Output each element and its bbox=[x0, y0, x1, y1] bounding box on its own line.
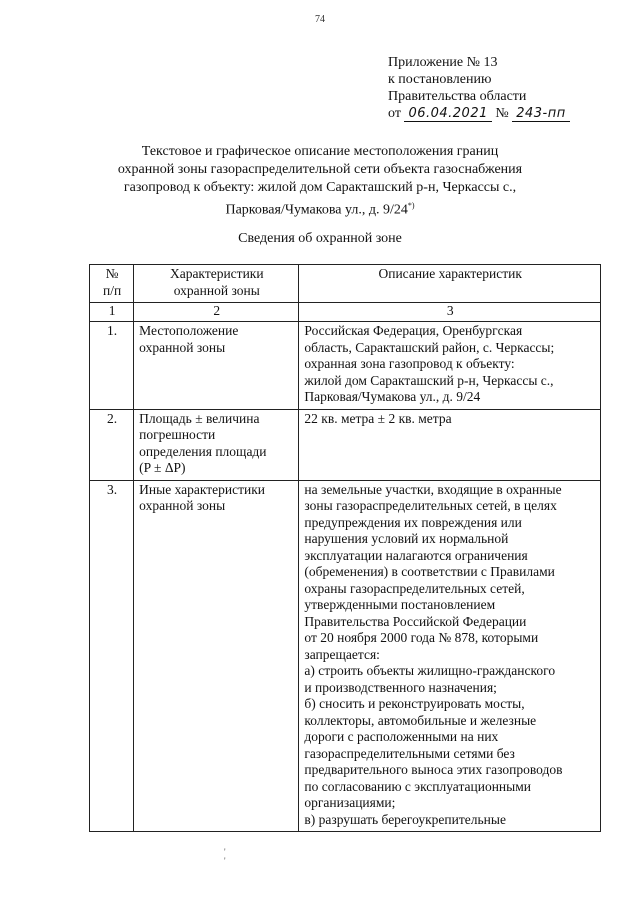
appendix-line-2: к постановлению bbox=[388, 72, 492, 87]
row-characteristic bbox=[134, 322, 299, 410]
page-number: 74 bbox=[315, 14, 325, 25]
column-number: 1 bbox=[90, 303, 134, 322]
title-line-3: газопровод к объекту: жилой дом Саракташский р-н, Черкассы с., bbox=[123, 180, 517, 195]
cell-line: определения площади bbox=[139, 443, 267, 459]
appendix-header bbox=[388, 54, 570, 122]
header-characteristic-line: Характеристики bbox=[169, 266, 264, 281]
table-row bbox=[90, 480, 601, 832]
handwritten-date: 06.04.2021 bbox=[404, 106, 491, 122]
cell-line: Российская Федерация, Оренбургская bbox=[304, 323, 523, 338]
table-row bbox=[90, 409, 601, 480]
cell-line: по согласованию с эксплуатационными bbox=[304, 778, 531, 794]
cell-line: Парковая/Чумакова ул., д. 9/24 bbox=[304, 389, 481, 404]
header-num-line: п/п bbox=[102, 282, 122, 298]
cell-line: (обременения) в соответствии с Правилами bbox=[304, 564, 555, 579]
title-line-4 bbox=[100, 197, 540, 220]
handwritten-number: 243-пп bbox=[512, 106, 570, 122]
scan-mark: ' bbox=[224, 856, 226, 866]
appendix-from: от bbox=[388, 106, 401, 121]
cell-line: Местоположение bbox=[139, 323, 239, 338]
protection-zone-table bbox=[89, 264, 601, 832]
cell-line: и производственного назначения; bbox=[304, 679, 497, 695]
cell-line: Иные характеристики bbox=[139, 481, 266, 497]
cell-line: а) строить объекты жилищно-гражданского bbox=[304, 663, 556, 678]
cell-line: нарушения условий их нормальной bbox=[304, 531, 509, 546]
cell-line: охранная зона газопровод к объекту: bbox=[304, 356, 515, 371]
title-line-2: охранной зоны газораспределительной сети объекта газоснабжения bbox=[117, 162, 523, 177]
cell-line: Площадь ± величина bbox=[139, 410, 260, 426]
cell-line: охранной зоны bbox=[139, 339, 226, 355]
cell-line: предварительного выноса этих газопроводов bbox=[304, 762, 563, 777]
header-num bbox=[90, 265, 134, 303]
cell-line: Правительства Российской Федерации bbox=[304, 613, 527, 629]
cell-line: охраны газораспределительных сетей, bbox=[304, 580, 525, 596]
row-description bbox=[299, 409, 601, 480]
cell-line: утвержденными постановлением bbox=[304, 597, 496, 612]
footnote-mark: *) bbox=[407, 201, 415, 210]
cell-line: погрешности bbox=[139, 427, 216, 442]
cell-line: 22 кв. метра ± 2 кв. метра bbox=[304, 410, 452, 426]
document-title bbox=[100, 143, 540, 220]
column-number: 3 bbox=[299, 303, 601, 322]
cell-line: коллекторы, автомобильные и железные bbox=[304, 712, 537, 728]
cell-line: запрещается: bbox=[304, 646, 380, 662]
section-subtitle: Сведения об охранной зоне bbox=[238, 231, 402, 246]
cell-line: зоны газораспределительных сетей, в целях bbox=[304, 498, 557, 513]
appendix-line-1: Приложение № 13 bbox=[388, 55, 498, 70]
row-description bbox=[299, 480, 601, 832]
row-num: 1. bbox=[90, 322, 134, 410]
scan-mark: ' bbox=[224, 847, 226, 857]
cell-line: область, Саракташский район, с. Черкассы; bbox=[304, 339, 555, 355]
row-num: 2. bbox=[90, 409, 134, 480]
header-characteristic-line: охранной зоны bbox=[173, 282, 260, 298]
appendix-line-3: Правительства области bbox=[388, 89, 527, 104]
cell-line: б) сносить и реконструировать мосты, bbox=[304, 696, 525, 711]
cell-line: охранной зоны bbox=[139, 498, 226, 513]
cell-line: предупреждения их повреждения или bbox=[304, 514, 522, 530]
header-characteristic bbox=[134, 265, 299, 303]
cell-line: в) разрушать берегоукрепительные bbox=[304, 811, 506, 827]
cell-line: организациями; bbox=[304, 795, 396, 810]
table-row bbox=[90, 322, 601, 410]
row-characteristic bbox=[134, 480, 299, 832]
row-num: 3. bbox=[90, 480, 134, 832]
column-number-row bbox=[90, 303, 601, 322]
title-line-1: Текстовое и графическое описание местоположения границ bbox=[141, 144, 499, 159]
number-sign: № bbox=[495, 106, 509, 121]
cell-line: (P ± ΔP) bbox=[139, 460, 186, 475]
column-number: 2 bbox=[134, 303, 299, 322]
appendix-line-4 bbox=[388, 105, 570, 122]
cell-line: на земельные участки, входящие в охранные bbox=[304, 481, 562, 497]
row-characteristic bbox=[134, 409, 299, 480]
cell-line: жилой дом Саракташский р-н, Черкассы с., bbox=[304, 372, 554, 388]
header-description: Описание характеристик bbox=[299, 265, 601, 303]
cell-line: газораспределительными сетями без bbox=[304, 745, 515, 761]
row-description bbox=[299, 322, 601, 410]
cell-line: эксплуатации налагаются ограничения bbox=[304, 547, 528, 563]
header-num-line: № bbox=[105, 266, 119, 281]
scan-marks bbox=[224, 848, 226, 866]
table-header-row bbox=[90, 265, 601, 303]
cell-line: дороги с расположенными на них bbox=[304, 729, 499, 744]
cell-line: от 20 ноября 2000 года № 878, которыми bbox=[304, 630, 539, 645]
title-line-4-text: Парковая/Чумакова ул., д. 9/24 bbox=[225, 202, 408, 218]
